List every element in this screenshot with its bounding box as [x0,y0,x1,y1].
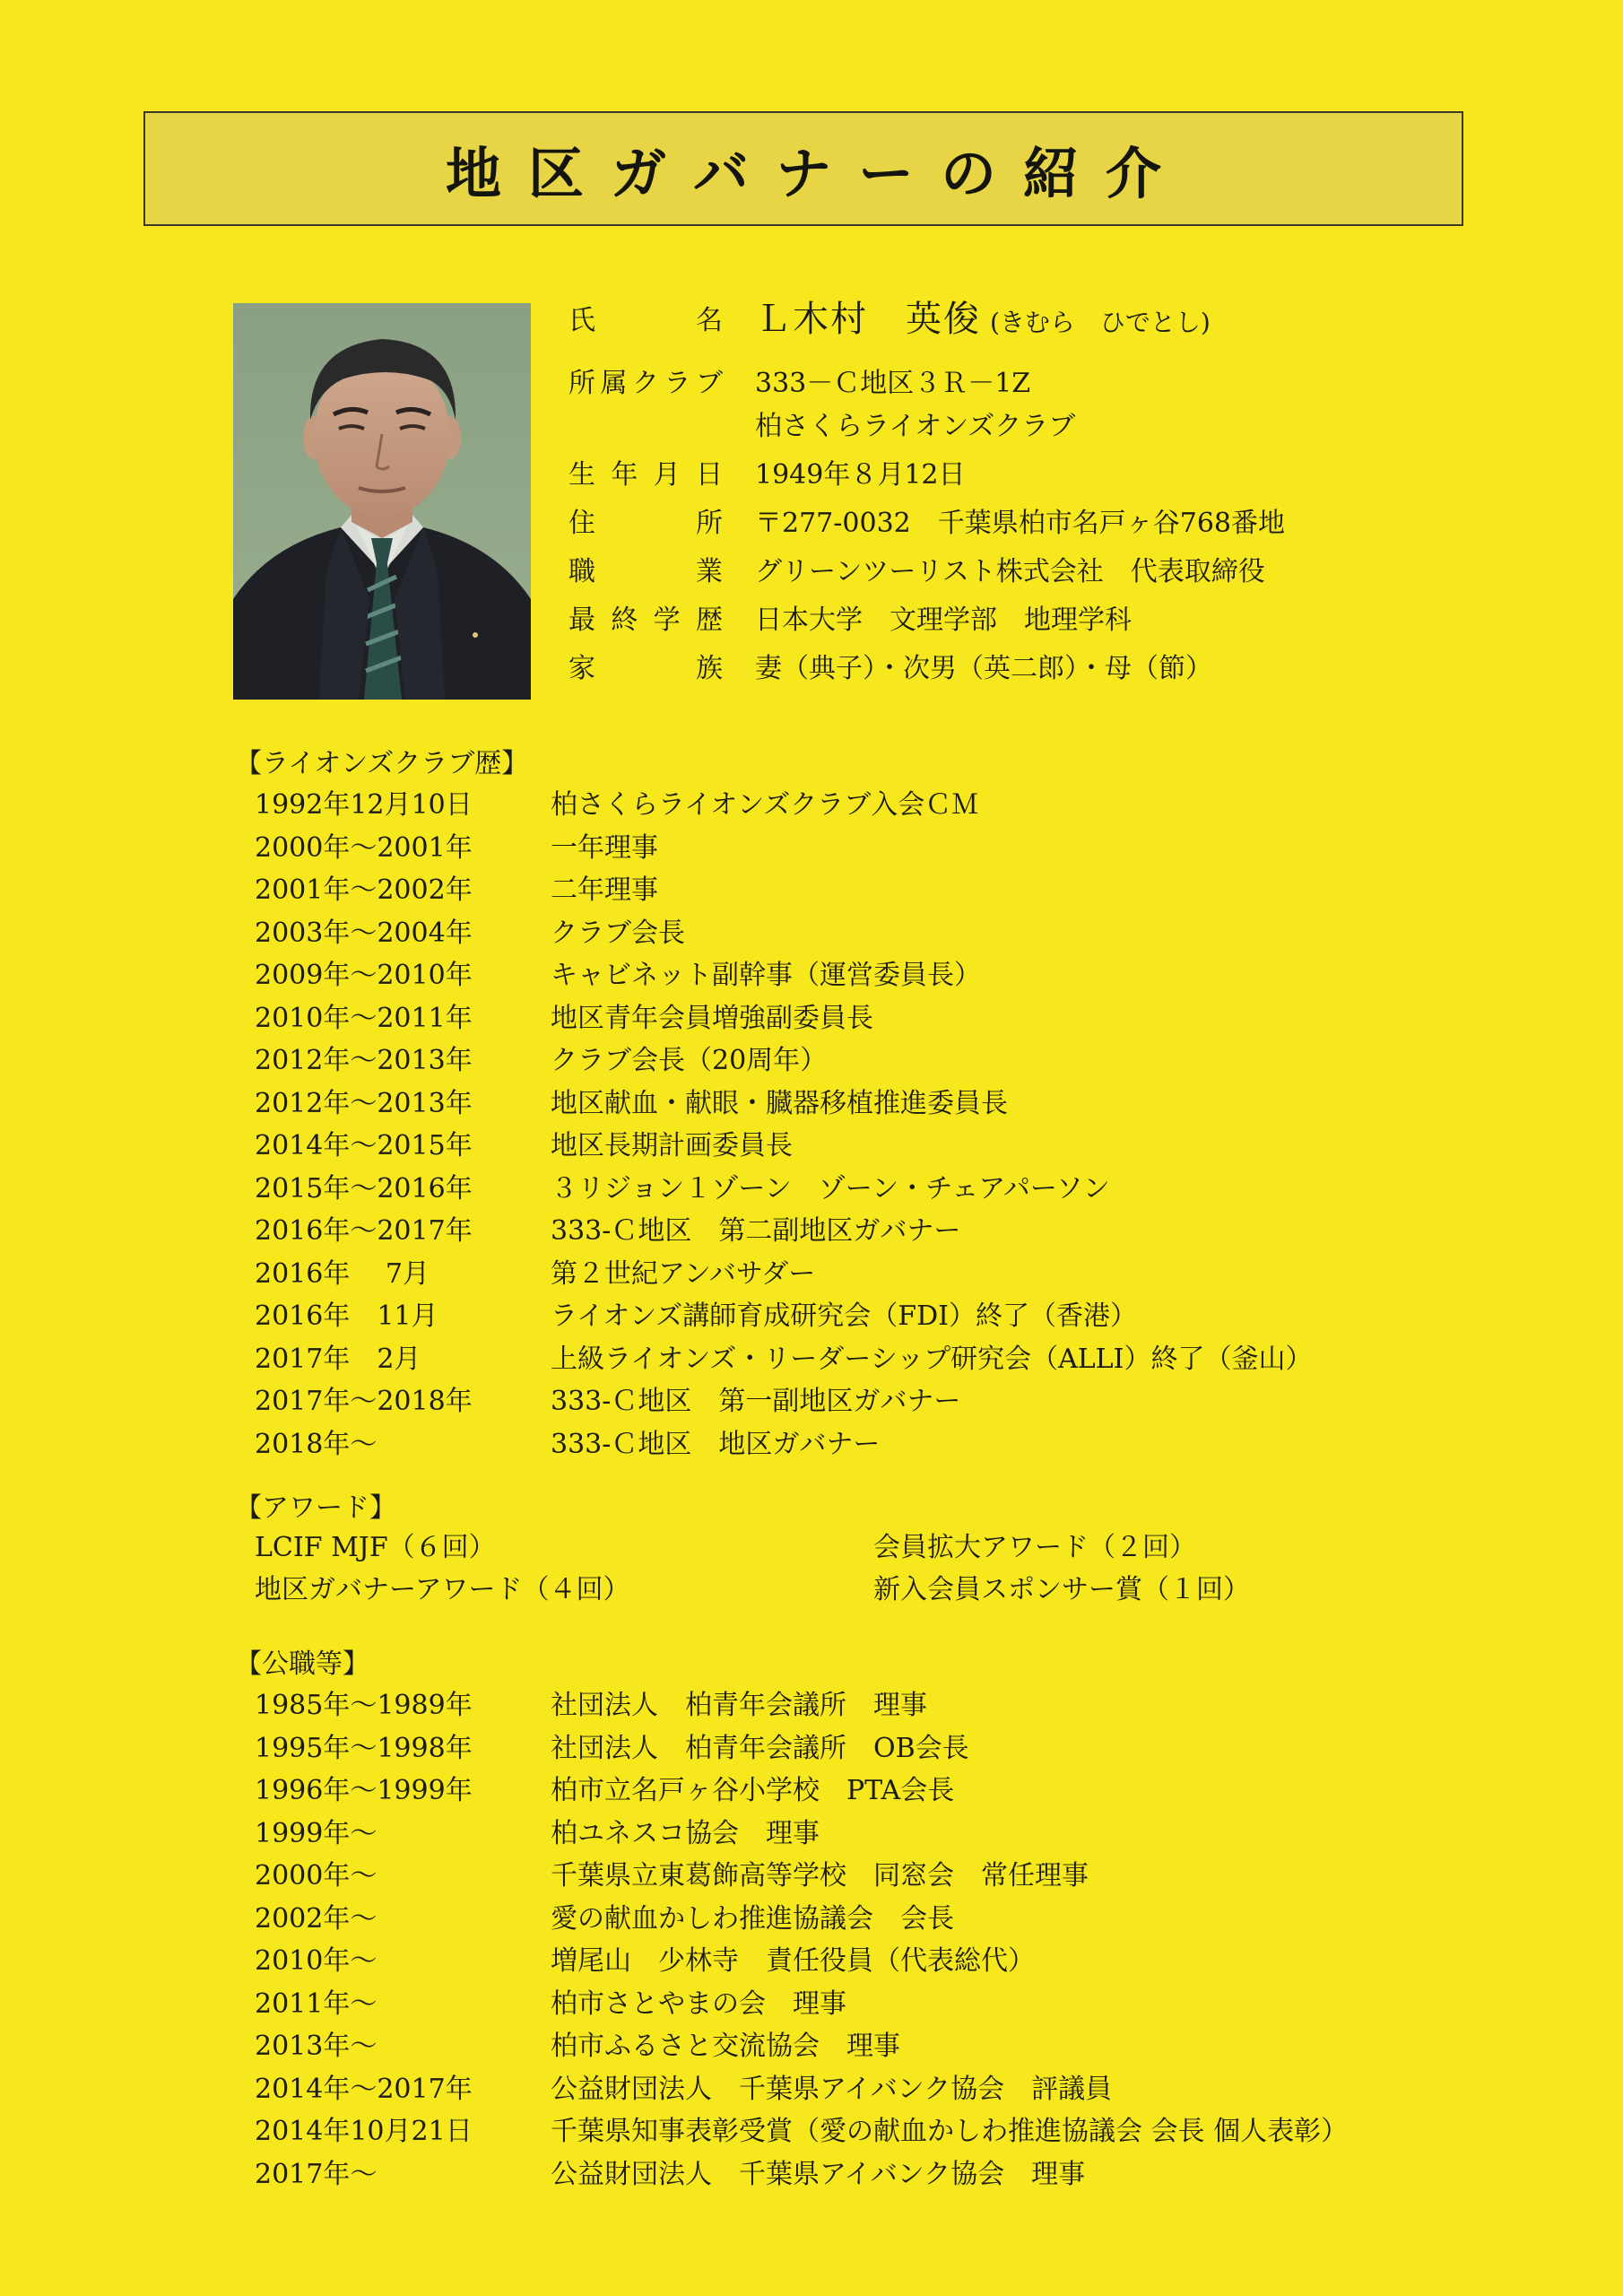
history-date: 1985年～1989年 [255,1690,473,1721]
history-row [235,2153,1526,2196]
profile-row-address [568,506,1555,542]
profile-value: 柏さくらライオンズクラブ [755,411,1076,442]
award-item: 新入会員スポンサー賞（１回） [873,1574,1250,1605]
history-description: 公益財団法人 千葉県アイバンク協会 評議員 [551,2073,1113,2105]
history-date: 2002年～ [255,1902,378,1935]
history-date: 2000年～ [255,1860,378,1892]
history-row [235,1727,1526,1770]
governor-name: Ｌ木村 英俊 [755,299,981,340]
history-row [235,1855,1526,1898]
history-date: 2009年～2010年 [255,960,473,991]
history-row [235,1039,1526,1083]
public-posts-section [235,1647,1526,2196]
history-date: 2014年10月21日 [255,2116,473,2147]
history-row [235,997,1526,1040]
section-heading: 【ライオンズクラブ歴】 [235,748,529,779]
history-description: ３リジョン１ゾーン ゾーン・チェアパーソン [551,1172,1110,1205]
history-row [235,1898,1526,1941]
history-description: 上級ライオンズ・リーダーシップ研究会（ALLI）終了（釜山） [551,1343,1313,1375]
profile-label: 家族 [568,653,723,684]
profile-row-education [568,603,1555,639]
history-description: 一年理事 [551,831,658,864]
governor-name-kana: (きむら ひでとし) [990,308,1211,337]
history-description: 333-Ｃ地区 地区ガバナー [551,1428,881,1460]
profile-value: 〒277-0032 千葉県柏市名戸ヶ谷768番地 [755,508,1286,539]
history-row [235,2025,1526,2068]
history-date: 2017年～ [255,2158,378,2190]
history-date: 2001年～2002年 [255,874,473,906]
history-description: 千葉県立東葛飾高等学校 同窓会 常任理事 [551,1860,1089,1892]
history-row [235,827,1526,870]
history-description: 柏ユネスコ協会 理事 [551,1817,820,1849]
history-date: 2003年～2004年 [255,917,473,949]
history-row [235,1125,1526,1168]
history-description: 二年理事 [551,874,658,906]
history-description: 公益財団法人 千葉県アイバンク協会 理事 [551,2158,1086,2190]
history-description: 第２世紀アンバサダー [551,1257,816,1290]
profile-label: 住所 [568,508,723,539]
history-row [235,869,1526,912]
history-date: 2012年～2013年 [255,1087,473,1119]
award-item: 会員拡大アワード（２回） [873,1532,1196,1563]
history-description: 柏市さとやまの会 理事 [551,1987,846,2020]
section-heading: 【公職等】 [235,1648,369,1680]
history-row [235,784,1526,827]
history-date: 1999年～ [255,1817,378,1849]
award-item: LCIF MJF（６回） [255,1532,496,1563]
history-description: 柏さくらライオンズクラブ入会ＣＭ [551,789,979,821]
history-date: 2011年～ [255,1987,378,2020]
history-date: 2017年 2月 [255,1343,421,1375]
history-date: 2012年～2013年 [255,1045,473,1076]
profile-value: 1949年８月12日 [755,459,966,491]
history-row [235,2110,1526,2153]
profile-value: 333－Ｃ地区３Ｒ－1Z [755,368,1031,399]
award-item: 地区ガバナーアワード（４回） [255,1574,630,1605]
profile-row-family [568,651,1555,687]
history-date: 1992年12月10日 [255,789,473,821]
profile-label: 職業 [568,556,723,587]
lions-history-list [235,784,1526,1465]
profile-value: 妻（典子）・次男（英二郎）・母（節） [755,653,1212,684]
history-date: 2014年～2017年 [255,2073,473,2105]
profile-label: 生年月日 [568,459,723,491]
history-date: 2016年～2017年 [255,1215,473,1247]
history-row [235,1380,1526,1423]
profile-label: 所属クラブ [568,368,723,399]
history-date: 1995年～1998年 [255,1732,473,1764]
history-row [235,1940,1526,1983]
history-description: 千葉県知事表彰受賞（愛の献血かしわ推進協議会 会長 個人表彰） [551,2116,1349,2147]
profile-value: 日本大学 文理学部 地理学科 [755,604,1132,636]
history-date: 2016年 11月 [255,1300,438,1332]
history-row [235,1253,1526,1296]
history-date: 2014年～2015年 [255,1130,473,1161]
history-description: ライオンズ講師育成研究会（FDI）終了（香港） [551,1300,1138,1332]
history-description: クラブ会長 [551,917,685,949]
public-posts-list [235,1684,1526,2196]
title-box [143,111,1463,226]
history-date: 2017年～2018年 [255,1386,473,1417]
history-row [235,1770,1526,1813]
history-date: 2000年～2001年 [255,831,473,864]
profile-block [568,296,1555,687]
history-row [235,2068,1526,2111]
history-date: 2010年～2011年 [255,1002,473,1034]
history-row [235,1210,1526,1253]
history-date: 2010年～ [255,1945,378,1977]
history-description: 増尾山 少林寺 責任役員（代表総代） [551,1945,1035,1977]
history-description: 柏市ふるさと交流協会 理事 [551,2031,900,2062]
profile-value: グリーンツーリスト株式会社 代表取締役 [755,556,1265,587]
awards-list [235,1526,1526,1611]
history-date: 1996年～1999年 [255,1775,473,1806]
history-description: 社団法人 柏青年会議所 理事 [551,1690,927,1721]
profile-label: 氏名 [568,305,723,336]
profile-row-name [568,296,1555,346]
history-description: 地区長期計画委員長 [551,1130,793,1161]
history-row [235,954,1526,997]
history-description: 柏市立名戸ヶ谷小学校 PTA会長 [551,1775,955,1806]
lions-history-section [235,746,1526,1465]
history-row [235,912,1526,955]
profile-row-birthdate [568,457,1555,493]
history-date: 2013年～ [255,2031,378,2062]
history-row [235,1813,1526,1856]
history-description: 地区献血・献眼・臓器移植推進委員長 [551,1087,1008,1119]
history-date: 2016年 7月 [255,1257,430,1290]
history-description: キャビネット副幹事（運営委員長） [551,960,981,991]
history-description: クラブ会長（20周年） [551,1045,828,1076]
history-row [235,1338,1526,1381]
history-description: 愛の献血かしわ推進協議会 会長 [551,1902,954,1935]
history-row [235,1423,1526,1466]
profile-row-club [568,366,1555,402]
history-description: 333-Ｃ地区 第二副地区ガバナー [551,1215,961,1247]
history-description: 333-Ｃ地区 第一副地区ガバナー [551,1386,961,1417]
awards-section [235,1491,1526,1611]
history-row [235,1083,1526,1126]
history-row [235,1983,1526,2026]
profile-label: 最終学歴 [568,604,723,636]
history-description: 地区青年会員増強副委員長 [551,1002,873,1034]
history-description: 社団法人 柏青年会議所 OB会長 [551,1732,969,1764]
history-row [235,1295,1526,1338]
history-row [235,1168,1526,1211]
portrait-photo [233,303,531,700]
history-date: 2015年～2016年 [255,1172,473,1205]
profile-row-club-2 [568,409,1555,445]
portrait-illustration [233,303,531,700]
history-date: 2018年～ [255,1428,378,1460]
section-heading: 【アワード】 [235,1492,396,1524]
profile-row-occupation [568,554,1555,590]
page-title: 地区ガバナーの紹介 [445,140,1188,206]
history-row [235,1684,1526,1727]
